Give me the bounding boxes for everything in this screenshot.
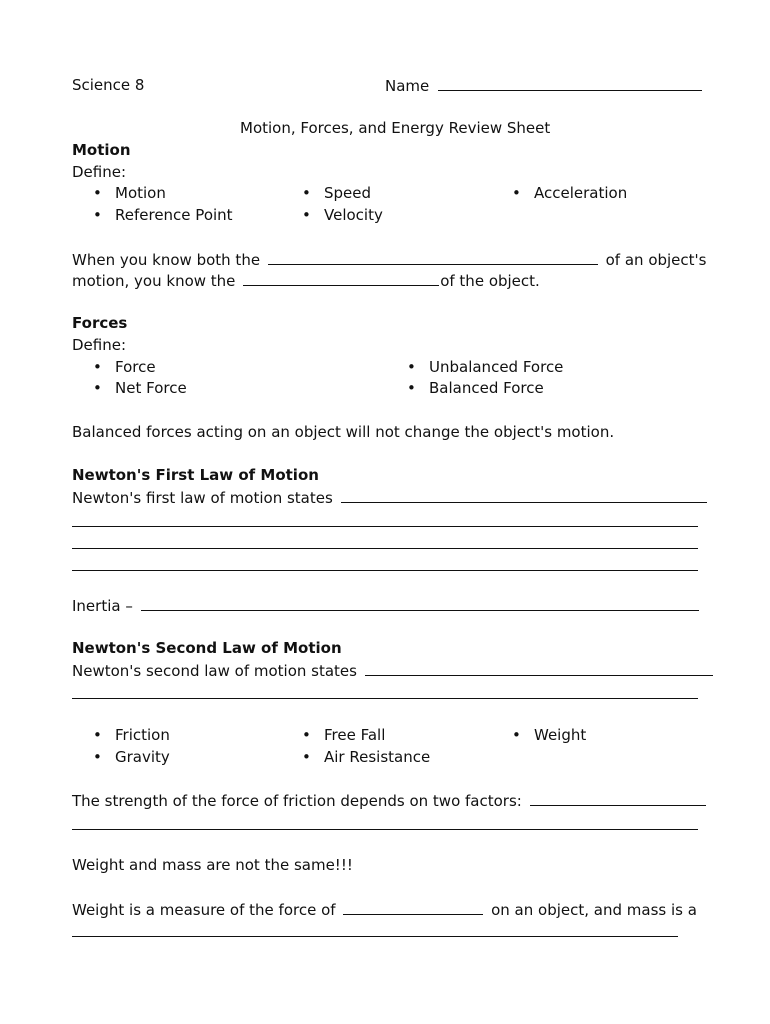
forces-statement: Balanced forces acting on an object will not change the object's motion. xyxy=(72,423,615,441)
first-law-heading: Newton's First Law of Motion xyxy=(72,466,319,484)
first-law-answer-line-2[interactable] xyxy=(72,548,698,549)
inertia-prompt: Inertia – xyxy=(72,595,699,616)
weight-mass-statement: Weight and mass are not the same!!! xyxy=(72,856,353,874)
motion-blank-2[interactable] xyxy=(243,270,439,286)
term-friction: • Friction xyxy=(93,726,170,744)
forces-term-balanced-force: • Balanced Force xyxy=(407,379,544,397)
first-law-answer-line-3[interactable] xyxy=(72,570,698,571)
forces-define-label: Define: xyxy=(72,336,127,354)
name-label: Name xyxy=(385,77,430,95)
first-law-blank[interactable] xyxy=(341,487,707,503)
forces-heading: Forces xyxy=(72,314,128,332)
inertia-blank[interactable] xyxy=(141,595,699,611)
motion-define-label: Define: xyxy=(72,163,127,181)
weight-prompt: Weight is a measure of the force of on an object, and mass is a xyxy=(72,901,697,919)
forces-term-force: • Force xyxy=(93,358,156,376)
forces-term-net-force: • Net Force xyxy=(93,379,187,397)
weight-answer-line[interactable] xyxy=(72,936,678,937)
motion-term-acceleration: • Acceleration xyxy=(512,184,628,202)
motion-heading: Motion xyxy=(72,141,131,159)
course-label: Science 8 xyxy=(72,76,145,94)
motion-sentence-line1: When you know both the of an object's xyxy=(72,251,707,269)
term-gravity: • Gravity xyxy=(93,748,170,766)
term-weight: • Weight xyxy=(512,726,587,744)
first-law-answer-line-1[interactable] xyxy=(72,526,698,527)
motion-term-reference-point: • Reference Point xyxy=(93,206,233,224)
page-title: Motion, Forces, and Energy Review Sheet xyxy=(240,119,551,137)
second-law-prompt: Newton's second law of motion states xyxy=(72,660,713,681)
motion-term-velocity: • Velocity xyxy=(302,206,383,224)
second-law-answer-line-1[interactable] xyxy=(72,698,698,699)
motion-term-speed: • Speed xyxy=(302,184,372,202)
name-blank[interactable] xyxy=(438,75,702,91)
term-free-fall: • Free Fall xyxy=(302,726,386,744)
motion-blank-1[interactable] xyxy=(268,249,598,265)
first-law-prompt: Newton's first law of motion states xyxy=(72,487,707,508)
second-law-heading: Newton's Second Law of Motion xyxy=(72,639,342,657)
friction-prompt: The strength of the force of friction depends on two factors: xyxy=(72,790,706,811)
weight-force-blank[interactable] xyxy=(343,899,483,915)
motion-sentence-line2: motion, you know the of the object. xyxy=(72,272,540,290)
friction-blank[interactable] xyxy=(530,790,706,806)
friction-answer-line[interactable] xyxy=(72,829,698,830)
forces-term-unbalanced-force: • Unbalanced Force xyxy=(407,358,564,376)
second-law-blank[interactable] xyxy=(365,660,713,676)
term-air-resistance: • Air Resistance xyxy=(302,748,431,766)
name-field[interactable] xyxy=(385,75,702,96)
motion-term-motion: • Motion xyxy=(93,184,166,202)
